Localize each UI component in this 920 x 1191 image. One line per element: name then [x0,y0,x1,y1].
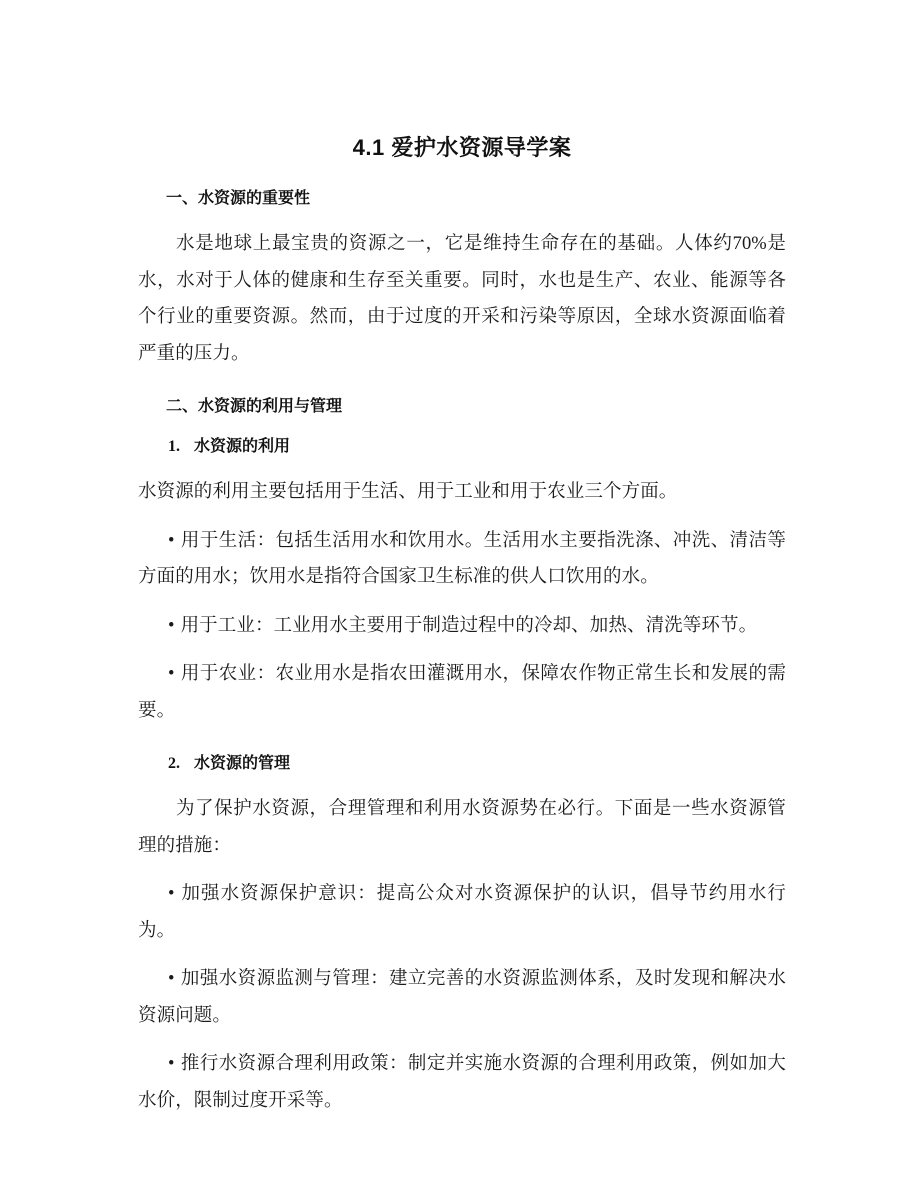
spacer [138,741,786,751]
subsection-heading-1 [138,434,786,460]
list-item [138,523,786,596]
bullet-icon: • [168,969,175,989]
bullet-icon: • [168,884,175,904]
subsection-heading-2 [138,751,786,777]
document-body [138,132,786,1131]
page-title: 4.1 爱护水资源导学案 [352,135,572,160]
section-1-paragraph: 水是地球上最宝贵的资源之一，它是维持生命存在的基础。人体约70%是水，水对于人体的健康和生存至关重要。同时，水也是生产、农业、能源等各个行业的重要资源。然而，由于过度的开采和污染等原因，全球水资源面临着严重的压力。 [138,234,786,364]
list-item-text: 加强水资源监测与管理：建立完善的水资源监测体系，及时发现和解决水资源问题。 [138,969,786,1026]
bullet-icon: • [168,615,175,636]
list-item-text: 用于工业：工业用水主要用于制造过程中的冷却、加热、清洗等环节。 [180,615,758,636]
bullet-icon: • [168,664,175,684]
subsection-label-2: 水资源的管理 [194,755,291,772]
list-item [138,876,786,949]
list-item [138,1046,786,1119]
bullet-icon: • [168,530,175,551]
subsection-2-lead: 为了保护水资源，合理管理和利用水资源势在必行。下面是一些水资源管理的措施： [138,799,786,856]
list-item-text: 用于生活：包括生活用水和饮用水。生活用水主要指洗涤、冲洗、清洁等方面的用水；饮用水是指符合国家卫生标准的供人口饮用的水。 [138,530,786,587]
list-item-text: 推行水资源合理利用政策：制定并实施水资源的合理利用政策，例如加大水价，限制过度开采等。 [138,1054,786,1111]
section-heading-1: 一、水资源的重要性 [166,190,311,207]
section-heading-2: 二、水资源的利用与管理 [166,398,343,415]
list-item [138,608,786,645]
bullet-icon: • [168,1054,175,1074]
list-item [138,961,786,1034]
subsection-1-lead: 水资源的利用主要包括用于生活、用于工业和用于农业三个方面。 [138,482,678,502]
spacer [138,384,786,394]
list-item [138,656,786,729]
subsection-number-2: 2. [168,755,180,772]
subsection-number-1: 1. [168,438,180,455]
list-item-text: 加强水资源保护意识：提高公众对水资源保护的认识，倡导节约用水行为。 [138,884,786,941]
list-item-text: 用于农业：农业用水是指农田灌溉用水，保障农作物正常生长和发展的需要。 [138,664,786,721]
subsection-label-1: 水资源的利用 [194,438,291,455]
